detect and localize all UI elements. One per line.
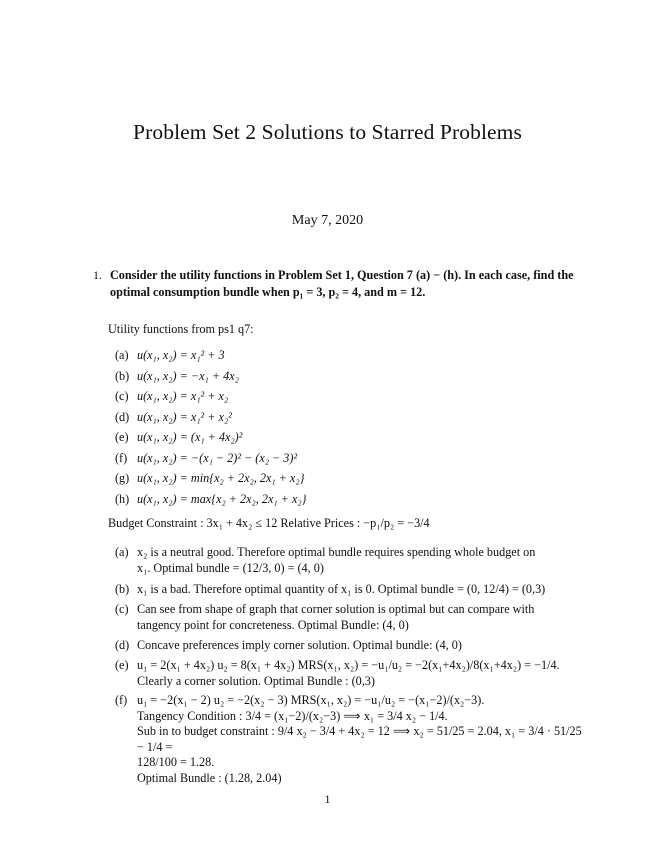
answer-text [137, 602, 585, 633]
answer-line: Sub in to budget constraint : 9/4 x₂ − 3/4 + 4x₂ = 12 ⟹ x₂ = 51/25 = 2.04, x₁ = 3/4 · 51/25 − 1/4 = [137, 724, 582, 754]
answer-text [137, 658, 585, 689]
answer-line: Concave preferences imply corner solution. Optimal bundle: (4, 0) [137, 638, 462, 652]
answer-line: u₁ = 2(x₁ + 4x₂) u₂ = 8(x₁ + 4x₂) MRS(x₁, x₂) = −u₁/u₂ = −2(x₁+4x₂)/8(x₁+4x₂) = −1/4. [137, 658, 560, 672]
list-item-label: (c) [115, 389, 129, 403]
list-item-formula: u(x₁, x₂) = x₁² + 3 [137, 348, 225, 362]
answer-text [137, 545, 585, 576]
answer-label: (c) [115, 602, 129, 616]
budget-constraint: Budget Constraint : 3x₁ + 4x₂ ≤ 12 Relative Prices : −p₁/p₂ = −3/4 [108, 516, 430, 530]
answer-label: (d) [115, 638, 130, 652]
list-item-label: (b) [115, 368, 130, 383]
answer-line: x₂ is a neutral good. Therefore optimal bundle requires spending whole budget on [137, 545, 536, 559]
answer-line: Optimal Bundle : (1.28, 2.04) [137, 770, 282, 785]
answer-line: x₁. Optimal bundle = (12/3, 0) = (4, 0) [137, 560, 324, 575]
list-item-label: (h) [115, 491, 130, 506]
answer-line: Can see from shape of graph that corner solution is optimal but can compare with [137, 602, 535, 616]
page-title: Problem Set 2 Solutions to Starred Problems [133, 120, 522, 144]
list-item-formula: u(x₁, x₂) = −(x₁ − 2)² − (x₂ − 3)² [137, 450, 298, 465]
page-number: 1 [324, 792, 331, 806]
list-item-label: (e) [115, 430, 129, 444]
answer-label: (a) [115, 545, 129, 559]
answer-line: x₁ is a bad. Therefore optimal quantity of x₁ is 0. Optimal bundle = (0, 12/4) = (0,3) [137, 582, 546, 596]
list-item-label: (a) [115, 348, 129, 362]
list-item-label: (f) [115, 450, 128, 465]
list-item-label: (g) [115, 471, 130, 485]
answer-line: tangency point for concreteness. Optimal Bundle: (4, 0) [137, 617, 409, 632]
answer-label: (e) [115, 658, 129, 672]
utility-heading: Utility functions from ps1 q7: [108, 322, 254, 336]
answer-label: (f) [115, 693, 128, 707]
answer-line: Tangency Condition : 3/4 = (x₁−2)/(x₂−3) ⟹ x₁ = 3/4 x₂ − 1/4. [137, 708, 448, 723]
answer-line: u₁ = −2(x₁ − 2) u₂ = −2(x₂ − 3) MRS(x₁, x₂) = −u₁/u₂ = −(x₁−2)/(x₂−3). [137, 693, 485, 707]
answer-label: (b) [115, 582, 130, 596]
list-item-formula: u(x₁, x₂) = x₁² + x₂² [137, 409, 232, 424]
question-text [110, 267, 580, 301]
list-item-label: (d) [115, 409, 130, 424]
answer-line: 128/100 = 1.28. [137, 755, 215, 769]
answer-line: Clearly a corner solution. Optimal Bundle : (0,3) [137, 673, 375, 688]
list-item-formula: u(x₁, x₂) = (x₁ + 4x₂)² [137, 430, 243, 444]
answer-text [137, 582, 585, 598]
answer-text [137, 693, 585, 786]
list-item-formula: u(x₁, x₂) = x₁² + x₂ [137, 389, 229, 403]
answer-text [137, 638, 585, 654]
document-date: May 7, 2020 [291, 213, 364, 228]
list-item-formula: u(x₁, x₂) = min{x₂ + 2x₂, 2x₁ + x₂} [137, 471, 305, 485]
list-item-formula: u(x₁, x₂) = max{x₂ + 2x₂, 2x₁ + x₂} [137, 491, 307, 506]
question-text-content: Consider the utility functions in Problem Set 1, Question 7 (a) − (h). In each case, find the optimal consumption bundle when p₁ = 3, p₂ = 4, and m = 12. [110, 268, 574, 299]
list-item-formula: u(x₁, x₂) = −x₁ + 4x₂ [137, 368, 239, 383]
question-number: 1. [93, 268, 102, 282]
